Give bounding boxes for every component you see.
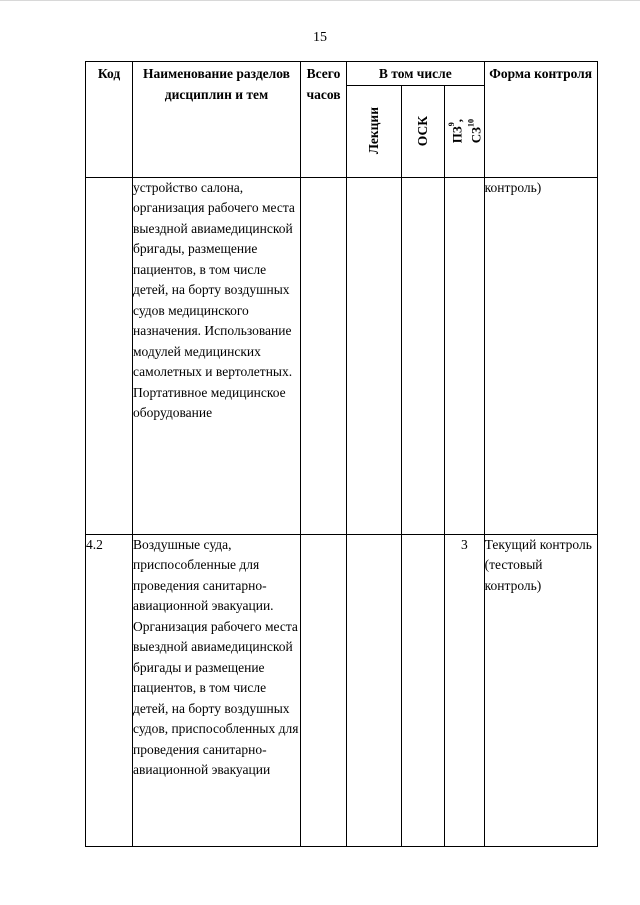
row-name: Воздушные суда, приспособленные для проведения санитарно-авиационной эвакуации. Организация рабочего места выездной авиамедицинской бригады и размещение пациентов, в том числе детей, на борту воздушных судов, приспособленных для проведения санитарно-авиационной эвакуации bbox=[133, 534, 301, 846]
discipline-table bbox=[85, 61, 598, 847]
row-name: устройство салона, организация рабочего места выездной авиамедицинской бригады, размещение пациентов, в том числе детей, на борту воздушных судов медицинского назначения. Использование модулей медицинских самолетных и вертолетных. Портативное медицинское оборудование bbox=[133, 177, 301, 534]
row-pz: 3 bbox=[445, 534, 485, 846]
table-row bbox=[86, 177, 598, 534]
row-osk bbox=[402, 177, 445, 534]
top-scan-edge bbox=[0, 0, 640, 1]
row-pz bbox=[445, 177, 485, 534]
row-control: контроль) bbox=[484, 177, 597, 534]
row-lectures bbox=[347, 534, 402, 846]
row-code bbox=[86, 177, 133, 534]
header-total: Всего часов bbox=[301, 62, 347, 178]
table-row bbox=[86, 534, 598, 846]
page-number: 15 bbox=[313, 30, 327, 45]
header-code: Код bbox=[86, 62, 133, 178]
row-total bbox=[301, 177, 347, 534]
header-pz-sz: $ПЗ^9$, СЗ$^{10}$ bbox=[445, 85, 485, 177]
header-name: Наименование разделов дисциплин и тем bbox=[133, 62, 301, 178]
row-control: Текущий контроль (тестовый контроль) bbox=[484, 534, 597, 846]
header-lectures: Лекции bbox=[347, 85, 402, 177]
row-lectures bbox=[347, 177, 402, 534]
header-control: Форма контроля bbox=[484, 62, 597, 178]
header-osk: ОСК bbox=[402, 85, 445, 177]
header-row-1 bbox=[86, 62, 598, 86]
row-total bbox=[301, 534, 347, 846]
row-code: 4.2 bbox=[86, 534, 133, 846]
row-osk bbox=[402, 534, 445, 846]
header-including: В том числе bbox=[347, 62, 485, 86]
